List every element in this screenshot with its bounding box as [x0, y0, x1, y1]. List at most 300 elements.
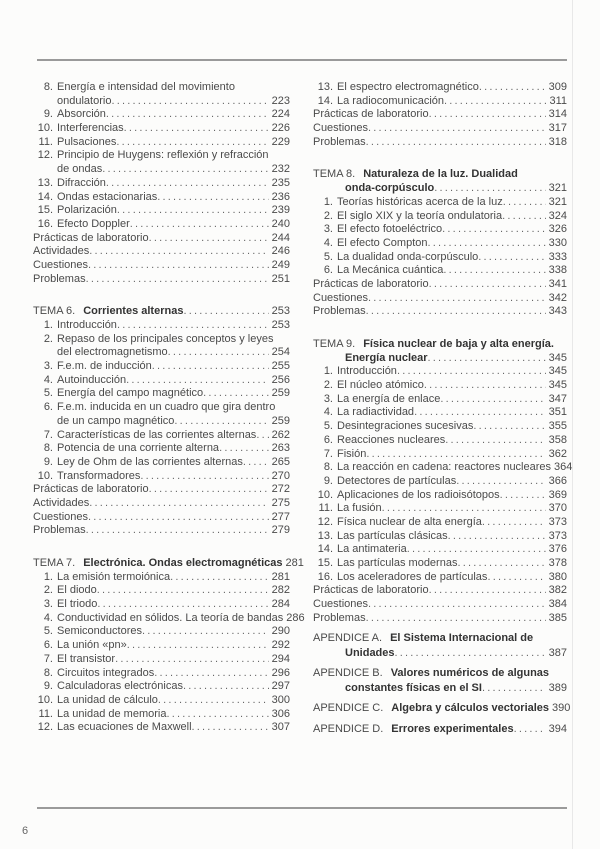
toc-entry[interactable] [33, 136, 290, 150]
appendix-entry[interactable] [313, 666, 567, 695]
entry-line [33, 319, 290, 333]
leader-dots [86, 524, 269, 538]
entry-number: 10. [37, 469, 53, 482]
entry-line [313, 292, 567, 306]
entry-title: Problemas [313, 611, 366, 624]
entry-title: Absorción [57, 108, 106, 121]
toc-entry[interactable] [313, 393, 567, 407]
entry-number: 7. [43, 652, 53, 665]
page-ref: 380 [548, 570, 567, 583]
entry-number: 15. [37, 204, 53, 217]
page-ref: 281 [271, 570, 290, 583]
toc-entry[interactable] [33, 721, 290, 735]
toc-entry[interactable] [33, 442, 290, 456]
entry-line [33, 163, 290, 177]
toc-entry[interactable] [33, 204, 290, 218]
entry-title: Problemas [33, 272, 86, 285]
entry-line [313, 598, 567, 612]
heading-line [313, 666, 567, 681]
page-ref: 294 [271, 652, 290, 665]
continuation-block [313, 81, 567, 149]
leader-dots [407, 543, 546, 557]
toc-entry[interactable] [313, 598, 567, 612]
entry-number: 9. [43, 108, 53, 121]
page-ref: 342 [548, 291, 567, 304]
entry-line [313, 420, 567, 434]
toc-entry[interactable] [33, 470, 290, 484]
entry-title: La antimateria [337, 543, 407, 556]
page-ref: 286 [286, 611, 305, 624]
toc-entry[interactable] [313, 420, 567, 434]
entry-number: 4. [323, 406, 333, 419]
entry-number: 3. [323, 392, 333, 405]
chapter-block [313, 338, 573, 625]
entry-line [33, 401, 290, 415]
entry-line [33, 136, 290, 150]
toc-entry[interactable] [313, 305, 567, 319]
entry-line [313, 406, 567, 420]
entry-title: Energía del campo magnético [57, 387, 204, 400]
entry-title: Las partículas modernas [337, 557, 458, 569]
toc-entry[interactable] [313, 264, 567, 278]
page-ref: 254 [271, 346, 290, 359]
leader-dots [482, 681, 546, 696]
toc-entry[interactable] [33, 319, 290, 333]
entry-line [33, 625, 290, 639]
entry-title: Autoinducción [57, 373, 127, 386]
heading-title: Electrónica. Ondas electromagnéticas [83, 557, 283, 569]
entry-number: 12. [37, 149, 53, 162]
toc-entry[interactable] [33, 108, 290, 122]
leader-dots [434, 182, 545, 196]
entry-line [33, 108, 290, 122]
page-ref: 321 [548, 195, 567, 208]
entry-number: 12. [37, 721, 53, 734]
page-ref: 309 [548, 81, 567, 93]
page-ref: 311 [549, 94, 567, 107]
entry-title: Ondas estacionarias [57, 190, 158, 203]
entry-number: 14. [317, 94, 333, 107]
entry-line [33, 584, 290, 598]
toc-entry[interactable] [33, 122, 290, 136]
page-ref: 239 [271, 204, 290, 217]
entry-title: Las ecuaciones de Maxwell [57, 721, 192, 734]
leader-dots [116, 136, 268, 150]
entry-number: 4. [43, 611, 53, 624]
entry-number: 1. [43, 319, 53, 331]
entry-title: Las partículas clásicas [337, 529, 448, 542]
page-edge [572, 0, 573, 849]
page-ref: 226 [271, 122, 290, 135]
toc-entry[interactable] [313, 557, 567, 571]
leader-dots [368, 292, 546, 306]
leader-dots [192, 721, 269, 735]
toc-entry[interactable] [33, 374, 290, 388]
toc-entry[interactable] [33, 429, 290, 443]
appendix-entry[interactable] [313, 701, 571, 716]
entry-number: 3. [43, 598, 53, 611]
page-ref: 321 [548, 182, 567, 195]
entry-number: 10. [37, 122, 53, 135]
page-ref: 270 [271, 469, 290, 482]
entry-title: Introducción [57, 319, 117, 331]
entry-line [313, 612, 567, 626]
entry-number: 7. [43, 428, 53, 441]
toc-entry[interactable] [313, 516, 567, 530]
leader-dots [429, 278, 546, 292]
entry-line [33, 177, 290, 191]
entry-number: 5. [323, 250, 333, 263]
entry-title: Detectores de partículas [337, 474, 457, 487]
page-ref: 279 [271, 524, 290, 537]
entry-number: 8. [43, 81, 53, 93]
entry-number: 3. [43, 360, 53, 373]
page-ref: 251 [271, 272, 290, 285]
entry-title: El diodo [57, 584, 97, 597]
toc-entry[interactable] [313, 223, 567, 237]
toc-entry[interactable] [313, 434, 567, 448]
toc-entry[interactable] [313, 81, 567, 95]
page-ref: 232 [271, 163, 290, 176]
page-ref: 282 [271, 584, 290, 597]
entry-line [313, 108, 567, 122]
page-ref: 384 [548, 598, 567, 611]
entry-title: Prácticas de laboratorio [313, 584, 429, 597]
toc-entry[interactable] [313, 95, 567, 109]
leader-dots [152, 360, 269, 374]
entry-title: Prácticas de laboratorio [33, 231, 149, 244]
leader-dots [414, 406, 546, 420]
page-ref: 369 [548, 488, 567, 501]
toc-entry[interactable] [33, 456, 290, 470]
entry-line [33, 497, 290, 511]
heading-line [313, 352, 567, 366]
entry-number: 11. [38, 707, 53, 720]
heading-title: constantes físicas en el SI [345, 681, 482, 694]
leader-dots [117, 319, 269, 333]
toc-entry[interactable] [313, 461, 573, 475]
page-ref: 333 [548, 250, 567, 263]
entry-number: 13. [37, 176, 53, 189]
entry-number: 9. [43, 680, 53, 693]
page-ref: 284 [271, 598, 290, 611]
entry-title: Cuestiones [313, 598, 369, 611]
entry-title: Características de las corrientes alternas [57, 428, 257, 441]
heading-title: Corrientes alternas [83, 305, 184, 318]
leader-dots [442, 223, 545, 237]
entry-title: Aplicaciones de los radioisótopos [337, 488, 500, 501]
page-ref: 262 [271, 428, 290, 441]
entry-title: Semiconductores [57, 625, 142, 638]
leader-dots [89, 497, 268, 511]
toc-entry[interactable] [313, 108, 567, 122]
heading-title: Valores numéricos de algunas [390, 667, 550, 680]
entry-number: 13. [317, 529, 333, 542]
leader-dots [478, 251, 545, 265]
entry-number: 8. [323, 461, 333, 474]
toc-entry[interactable] [33, 245, 290, 259]
toc-entry[interactable] [33, 149, 290, 176]
entry-title: Ley de Ohm de las corrientes alternas [57, 455, 243, 468]
toc-column-left [33, 81, 305, 735]
toc-entry[interactable] [33, 483, 290, 497]
entry-title: Desintegraciones sucesivas [337, 420, 474, 433]
heading-title: Física nuclear de baja y alta energía. [363, 338, 554, 350]
entry-line [33, 680, 290, 694]
page-ref: 244 [271, 231, 290, 244]
toc-entry[interactable] [313, 502, 567, 516]
toc-entry[interactable] [313, 571, 567, 585]
page-ref: 306 [271, 707, 290, 720]
entry-number: 9. [323, 474, 333, 487]
entry-line [33, 415, 290, 429]
entry-line [313, 502, 567, 516]
entry-title: Fisión [337, 447, 367, 460]
entry-title: Los aceleradores de partículas [337, 570, 488, 583]
page-ref: 263 [271, 442, 290, 455]
entry-line [33, 122, 290, 136]
entry-number: 4. [323, 236, 333, 249]
entry-number: 6. [43, 639, 53, 652]
leader-dots [130, 218, 269, 232]
leader-dots [368, 598, 546, 612]
entry-line [33, 204, 290, 218]
entry-title: La unión «pn» [57, 639, 127, 652]
leader-dots [126, 374, 269, 388]
leader-dots [443, 264, 545, 278]
toc-entry[interactable] [313, 448, 567, 462]
toc-entry[interactable] [313, 292, 567, 306]
heading-label: APENDICE B. [313, 667, 383, 680]
entry-title: Prácticas de laboratorio [313, 277, 429, 290]
leader-dots [115, 653, 269, 667]
entry-number: 15. [317, 557, 333, 569]
toc-entry[interactable] [313, 406, 567, 420]
page-ref: 307 [271, 721, 290, 734]
toc-entry[interactable] [33, 625, 290, 639]
leader-dots [168, 346, 269, 360]
heading-title: Energía nuclear [345, 351, 428, 364]
entry-title: Problemas [313, 135, 366, 148]
entry-number: 10. [37, 693, 53, 706]
leader-dots [382, 502, 546, 516]
entry-number: 6. [323, 433, 333, 446]
leader-dots [445, 434, 545, 448]
page-ref: 281 [285, 557, 304, 569]
page-ref: 343 [548, 305, 567, 318]
toc-entry[interactable] [33, 333, 290, 360]
toc-entry[interactable] [33, 387, 290, 401]
page-ref: 366 [548, 474, 567, 487]
entry-line [313, 305, 567, 319]
page-ref: 387 [548, 646, 567, 659]
entry-title: El espectro electromagnético [337, 81, 479, 93]
leader-dots [124, 122, 269, 136]
toc-entry[interactable] [313, 196, 567, 210]
toc-entry[interactable] [313, 530, 567, 544]
entry-title: F.e.m. de inducción [57, 360, 152, 373]
toc-entry[interactable] [33, 667, 290, 681]
toc-entry[interactable] [33, 401, 290, 428]
toc-entry[interactable] [313, 543, 567, 557]
entry-number: 14. [37, 190, 53, 203]
entry-line [313, 584, 567, 598]
page-ref: 236 [271, 190, 290, 203]
page-ref: 378 [548, 557, 567, 569]
toc-entry[interactable] [313, 251, 567, 265]
toc-entry[interactable] [33, 708, 290, 722]
page-ref: 324 [548, 209, 567, 222]
leader-dots [149, 483, 269, 497]
toc-entry[interactable] [313, 210, 567, 224]
entry-title: Energía e intensidad del movimiento [57, 81, 235, 93]
entry-line [33, 149, 290, 163]
entry-title: El triodo [57, 598, 98, 611]
entry-line [33, 511, 290, 525]
heading-line [313, 681, 567, 696]
toc-entry[interactable] [313, 475, 567, 489]
toc-entry[interactable] [313, 278, 567, 292]
toc-entry[interactable] [33, 571, 290, 585]
toc-entry[interactable] [33, 360, 290, 374]
heading-label: TEMA 6. [33, 305, 76, 318]
leader-dots [243, 456, 269, 470]
toc-entry[interactable] [313, 612, 567, 626]
entry-number: 2. [323, 209, 333, 222]
toc-entry[interactable] [313, 122, 567, 136]
chapter-block [33, 557, 305, 735]
entry-line [313, 251, 567, 265]
entry-line [313, 136, 567, 150]
entry-number: 2. [43, 584, 53, 597]
heading-label: APENDICE A. [313, 632, 383, 645]
entry-line [33, 442, 290, 456]
page-ref: 351 [548, 406, 567, 419]
toc-entry[interactable] [33, 598, 290, 612]
toc-entry[interactable] [33, 81, 290, 108]
entry-title: La fusión [337, 502, 382, 515]
leader-dots [149, 232, 269, 246]
page-ref: 355 [548, 420, 567, 433]
toc-entry[interactable] [33, 259, 290, 273]
chapter-block [313, 168, 567, 319]
entry-line [33, 346, 290, 360]
entry-title: El siglo XIX y la teoría ondulatoria [337, 209, 503, 222]
entry-title: Conductividad en sólidos. La teoría de bandas [57, 611, 284, 624]
page-ref: 362 [548, 447, 567, 460]
entry-title: Actividades [33, 496, 90, 509]
entry-number: 6. [323, 264, 333, 277]
heading-line [313, 338, 567, 352]
entry-line [313, 237, 567, 251]
page-ref: 223 [271, 94, 290, 107]
heading-line [313, 646, 567, 661]
page-ref: 275 [271, 496, 290, 509]
heading-line [313, 182, 567, 196]
entry-line [313, 434, 567, 448]
page-number: 6 [22, 825, 29, 837]
entry-title: Cuestiones [313, 291, 369, 304]
leader-dots [102, 163, 268, 177]
entry-line [33, 667, 290, 681]
toc-entry[interactable] [33, 511, 290, 525]
leader-dots [500, 489, 546, 503]
entry-title: La dualidad onda-corpúsculo [337, 250, 479, 263]
toc-entry[interactable] [33, 611, 305, 626]
entry-title: La radiocomunicación [337, 94, 445, 107]
toc-entry[interactable] [33, 232, 290, 246]
toc-entry[interactable] [33, 191, 290, 205]
leader-dots [503, 196, 546, 210]
toc-entry[interactable] [33, 177, 290, 191]
entry-line [33, 653, 290, 667]
entry-title: Repaso de los principales conceptos y leyes [57, 332, 274, 345]
entry-title: Prácticas de laboratorio [313, 108, 429, 121]
page-ref: 253 [271, 305, 290, 318]
appendix-entry[interactable] [313, 631, 567, 660]
toc-entry[interactable] [33, 639, 290, 653]
toc-entry[interactable] [313, 365, 567, 379]
toc-entry[interactable] [33, 653, 290, 667]
leader-dots [140, 470, 268, 484]
toc-entry[interactable] [33, 273, 290, 287]
toc-entry[interactable] [313, 584, 567, 598]
toc-entry[interactable] [313, 489, 567, 503]
leader-dots [127, 639, 269, 653]
entry-number: 1. [323, 195, 333, 208]
leader-dots [366, 612, 546, 626]
entry-title: Principio de Huygens: reflexión y refracción [57, 149, 269, 162]
leader-dots [448, 530, 546, 544]
toc-entry[interactable] [33, 680, 290, 694]
leader-dots [366, 448, 545, 462]
entry-line [313, 223, 567, 237]
toc-entry[interactable] [33, 694, 290, 708]
entry-number: 3. [323, 223, 333, 236]
heading-title: onda-corpúsculo [345, 182, 435, 195]
toc-entry[interactable] [33, 218, 290, 232]
entry-line [33, 598, 290, 612]
heading-line [33, 305, 290, 319]
entry-line [33, 360, 290, 374]
entry-line [33, 470, 290, 484]
bottom-rule [37, 807, 567, 809]
entry-number: 16. [317, 570, 333, 583]
entry-line [313, 95, 567, 109]
toc-entry[interactable] [313, 136, 567, 150]
page-ref: 240 [271, 217, 290, 230]
entry-title: de un campo magnético [57, 414, 175, 427]
heading-title: Naturaleza de la luz. Dualidad [363, 168, 518, 181]
toc-entry[interactable] [313, 237, 567, 251]
continuation-block [33, 81, 290, 286]
entry-number: 12. [317, 515, 333, 528]
heading-label: APENDICE C. [313, 702, 384, 715]
appendix-entry[interactable] [313, 722, 567, 737]
page-ref: 300 [271, 693, 290, 706]
toc-entry[interactable] [33, 524, 290, 538]
toc-entry[interactable] [33, 497, 290, 511]
entry-number: 1. [43, 570, 53, 583]
entry-number: 8. [43, 442, 53, 455]
toc-entry[interactable] [313, 379, 567, 393]
leader-dots [395, 646, 546, 661]
toc-entry[interactable] [33, 584, 290, 598]
leader-dots [106, 177, 269, 191]
page-ref: 345 [548, 379, 567, 392]
page-ref: 385 [548, 611, 567, 624]
entry-title: de ondas [57, 163, 103, 176]
